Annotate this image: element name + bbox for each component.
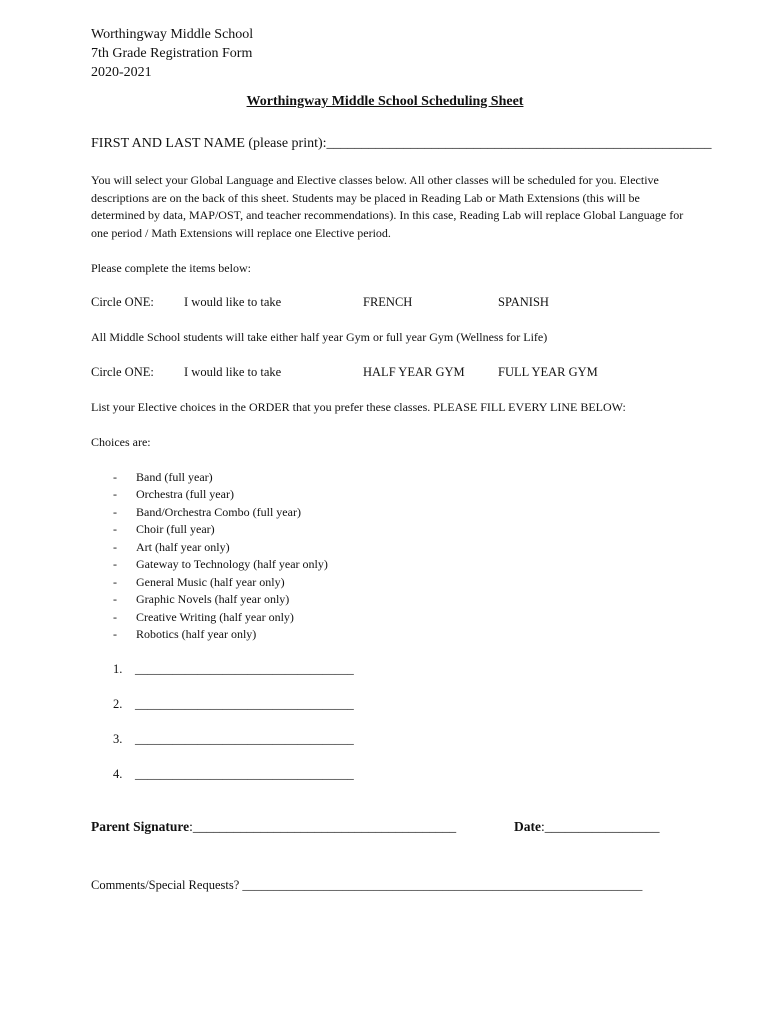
choice-label: Graphic Novels (half year only) xyxy=(136,592,290,606)
choice-number: 1. xyxy=(113,662,123,676)
choice-label: Band (full year) xyxy=(136,470,213,484)
choice-label: Gateway to Technology (half year only) xyxy=(136,557,328,571)
list-item xyxy=(113,575,285,590)
list-item xyxy=(113,470,213,485)
student-name-field[interactable]: FIRST AND LAST NAME (please print):_______________________________________________________ xyxy=(91,136,712,151)
option-half-year-gym[interactable]: HALF YEAR GYM xyxy=(363,365,465,379)
please-complete-text: Please complete the items below: xyxy=(91,261,251,275)
parent-signature-field[interactable] xyxy=(91,819,456,835)
list-item xyxy=(113,627,256,642)
list-item xyxy=(113,487,234,502)
blank-line[interactable]: ___________________________________ xyxy=(135,662,354,676)
bullet-dash: - xyxy=(113,540,117,554)
choice-label: Art (half year only) xyxy=(136,540,230,554)
intro-paragraph: You will select your Global Language and Elective classes below. All other classes will be scheduled for you. Elective descriptions are on the back of this sheet. Students may be placed in Reading Lab or Math Extensions (this will be determined by data, MAP/OST, and teacher recommendations). In this case, Reading Lab will replace Global Language for one period / Math Extensions will replace one Elective period. xyxy=(91,173,684,240)
choice-label: General Music (half year only) xyxy=(136,575,285,589)
form-name: 7th Grade Registration Form xyxy=(91,46,253,61)
choice-label: Robotics (half year only) xyxy=(136,627,257,641)
gym-circle-label: Circle ONE: xyxy=(91,365,154,379)
choice-label: Band/Orchestra Combo (full year) xyxy=(136,505,301,519)
school-year: 2020-2021 xyxy=(91,65,152,80)
bullet-dash: - xyxy=(113,470,117,484)
elective-choice-line-1[interactable] xyxy=(113,662,354,677)
date-field[interactable] xyxy=(514,819,660,835)
choice-label: Choir (full year) xyxy=(136,522,215,536)
list-item xyxy=(113,505,301,520)
bullet-dash: - xyxy=(113,575,117,589)
option-spanish[interactable]: SPANISH xyxy=(498,295,549,309)
choice-number: 3. xyxy=(113,732,123,746)
language-prompt: I would like to take xyxy=(184,295,282,309)
date-line[interactable]: :_________________ xyxy=(541,819,660,834)
comments-field[interactable]: Comments/Special Requests? ________________________________________________________________ xyxy=(91,878,643,892)
bullet-dash: - xyxy=(113,557,117,571)
choice-label: Orchestra (full year) xyxy=(136,487,234,501)
bullet-dash: - xyxy=(113,627,117,641)
blank-line[interactable]: ___________________________________ xyxy=(135,732,354,746)
gym-note: All Middle School students will take either half year Gym or full year Gym (Wellness for Life) xyxy=(91,330,548,344)
bullet-dash: - xyxy=(113,522,117,536)
list-item xyxy=(113,540,230,555)
language-circle-label: Circle ONE: xyxy=(91,295,154,309)
choice-label: Creative Writing (half year only) xyxy=(136,610,294,624)
list-item xyxy=(113,592,289,607)
bullet-dash: - xyxy=(113,505,117,519)
elective-choice-line-4[interactable] xyxy=(113,767,354,782)
date-label: Date xyxy=(514,819,541,834)
choices-label: Choices are: xyxy=(91,435,151,449)
blank-line[interactable]: ___________________________________ xyxy=(135,697,354,711)
signature-line[interactable]: :_______________________________________ xyxy=(189,819,457,834)
option-french[interactable]: FRENCH xyxy=(363,295,413,309)
blank-line[interactable]: ___________________________________ xyxy=(135,767,354,781)
elective-choice-line-3[interactable] xyxy=(113,732,354,747)
elective-choice-line-2[interactable] xyxy=(113,697,354,712)
list-item xyxy=(113,522,215,537)
bullet-dash: - xyxy=(113,610,117,624)
page-title: Worthingway Middle School Scheduling Sheet xyxy=(246,94,524,109)
list-item xyxy=(113,557,328,572)
school-name: Worthingway Middle School xyxy=(91,27,254,42)
bullet-dash: - xyxy=(113,487,117,501)
gym-prompt: I would like to take xyxy=(184,365,282,379)
option-full-year-gym[interactable]: FULL YEAR GYM xyxy=(498,365,598,379)
parent-signature-label: Parent Signature xyxy=(91,819,190,834)
list-item xyxy=(113,610,294,625)
choice-number: 4. xyxy=(113,767,123,781)
choice-number: 2. xyxy=(113,697,123,711)
bullet-dash: - xyxy=(113,592,117,606)
elective-instruction: List your Elective choices in the ORDER that you prefer these classes. PLEASE FILL EVERY LINE BELOW: xyxy=(91,400,626,414)
